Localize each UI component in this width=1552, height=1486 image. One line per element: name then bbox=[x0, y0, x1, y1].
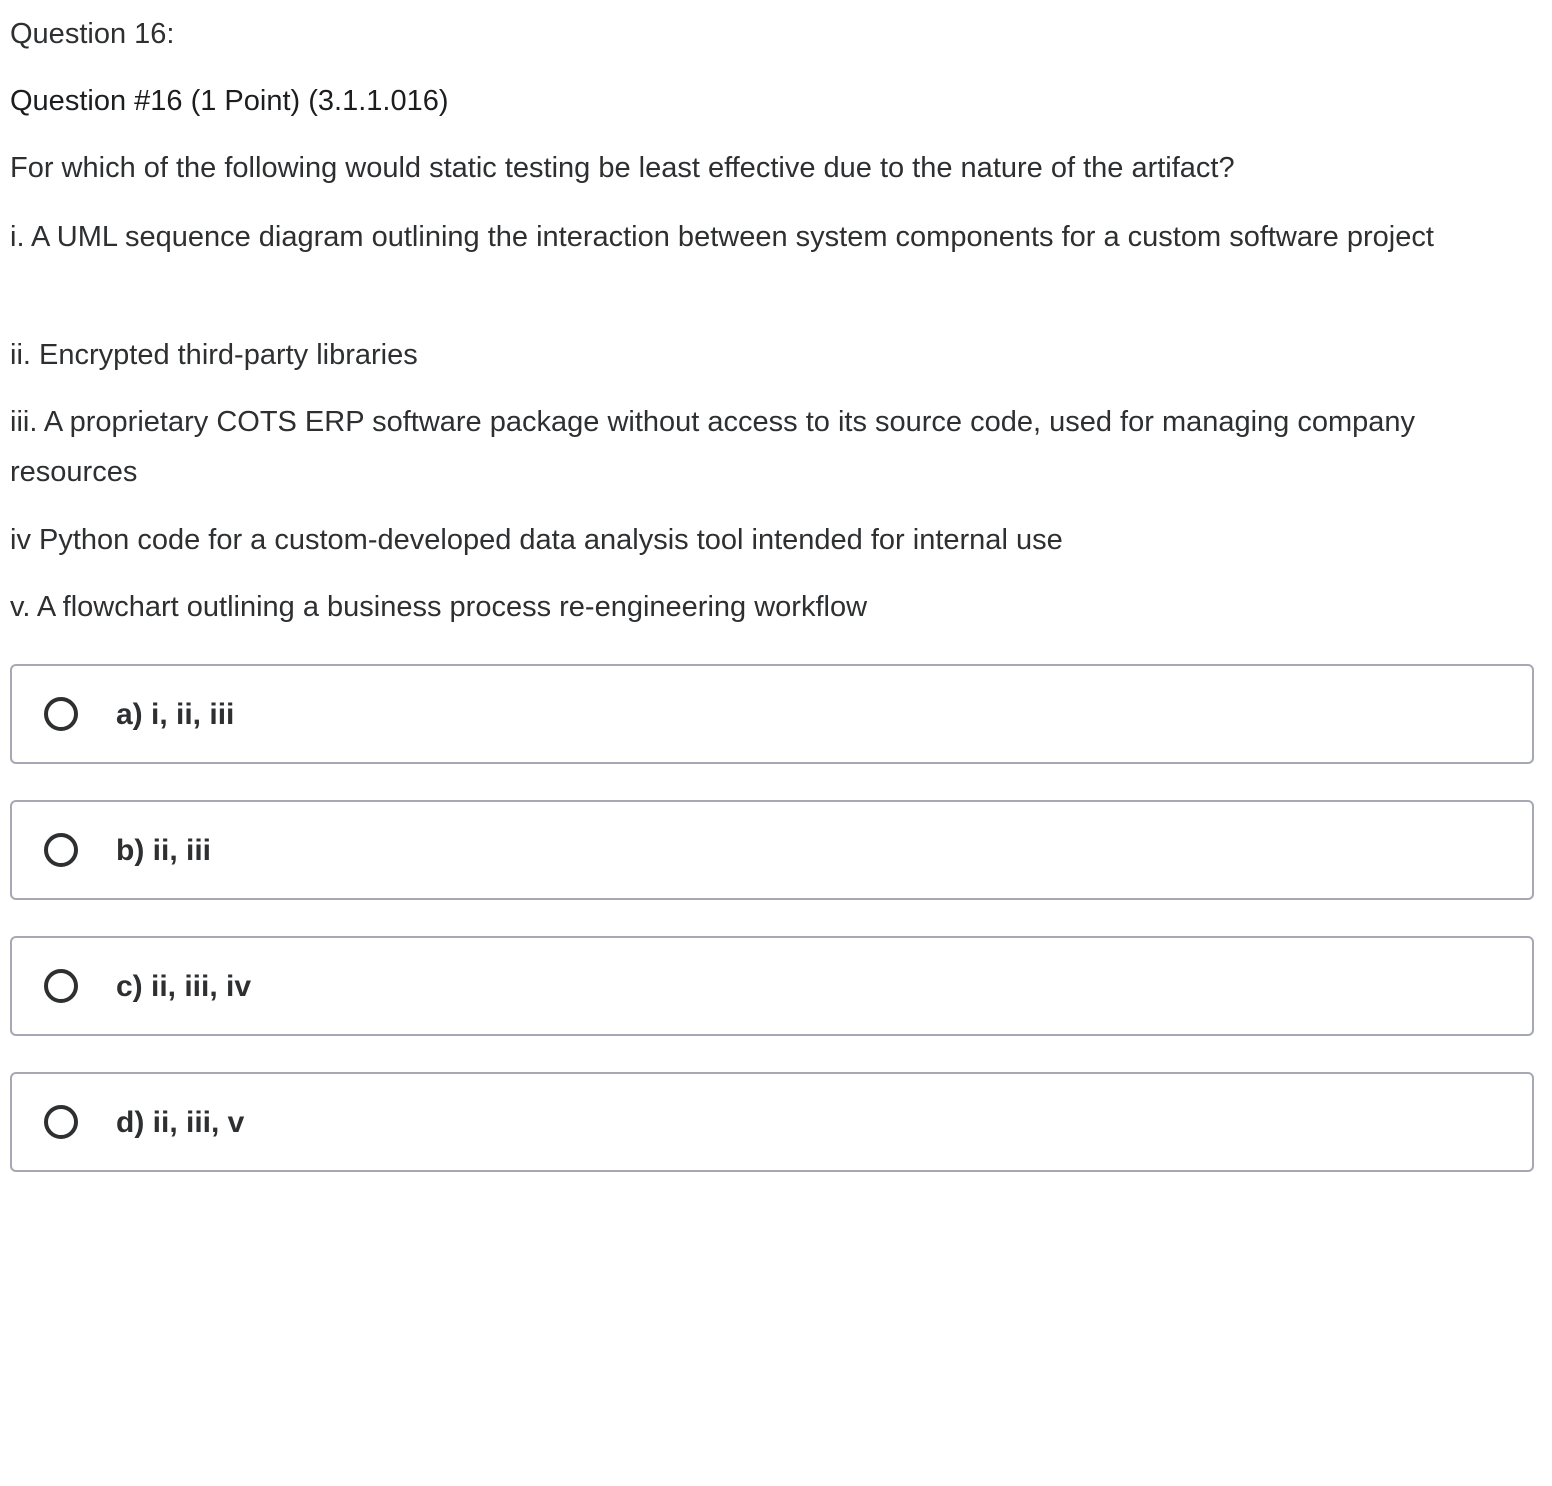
answer-option-b[interactable] bbox=[10, 800, 1534, 900]
question-item-v: v. A flowchart outlining a business process re-engineering workflow bbox=[10, 591, 868, 623]
radio-button-icon[interactable] bbox=[44, 1105, 78, 1139]
answer-option-label: c) ii, iii, iv bbox=[116, 970, 252, 1003]
answer-option-label: a) i, ii, iii bbox=[116, 698, 235, 731]
answer-option-label: b) ii, iii bbox=[116, 834, 211, 867]
answer-option-a[interactable] bbox=[10, 664, 1534, 764]
question-item-i: i. A UML sequence diagram outlining the interaction between system components for a custom software project bbox=[10, 221, 1434, 253]
radio-button-icon[interactable] bbox=[44, 969, 78, 1003]
answer-option-label: d) ii, iii, v bbox=[116, 1106, 245, 1139]
question-item-ii: ii. Encrypted third-party libraries bbox=[10, 339, 418, 371]
question-number: Question 16: bbox=[10, 18, 175, 50]
answer-option-d[interactable] bbox=[10, 1072, 1534, 1172]
answer-option-c[interactable] bbox=[10, 936, 1534, 1036]
question-title: Question #16 (1 Point) (3.1.1.016) bbox=[10, 85, 449, 117]
question-prompt: For which of the following would static testing be least effective due to the nature of the artifact? bbox=[10, 152, 1235, 184]
radio-button-icon[interactable] bbox=[44, 833, 78, 867]
question-item-iii: iii. A proprietary COTS ERP software package without access to its source code, used for managing company resources bbox=[10, 406, 1416, 488]
radio-button-icon[interactable] bbox=[44, 697, 78, 731]
question-item-iv: iv Python code for a custom-developed data analysis tool intended for internal use bbox=[10, 524, 1063, 556]
